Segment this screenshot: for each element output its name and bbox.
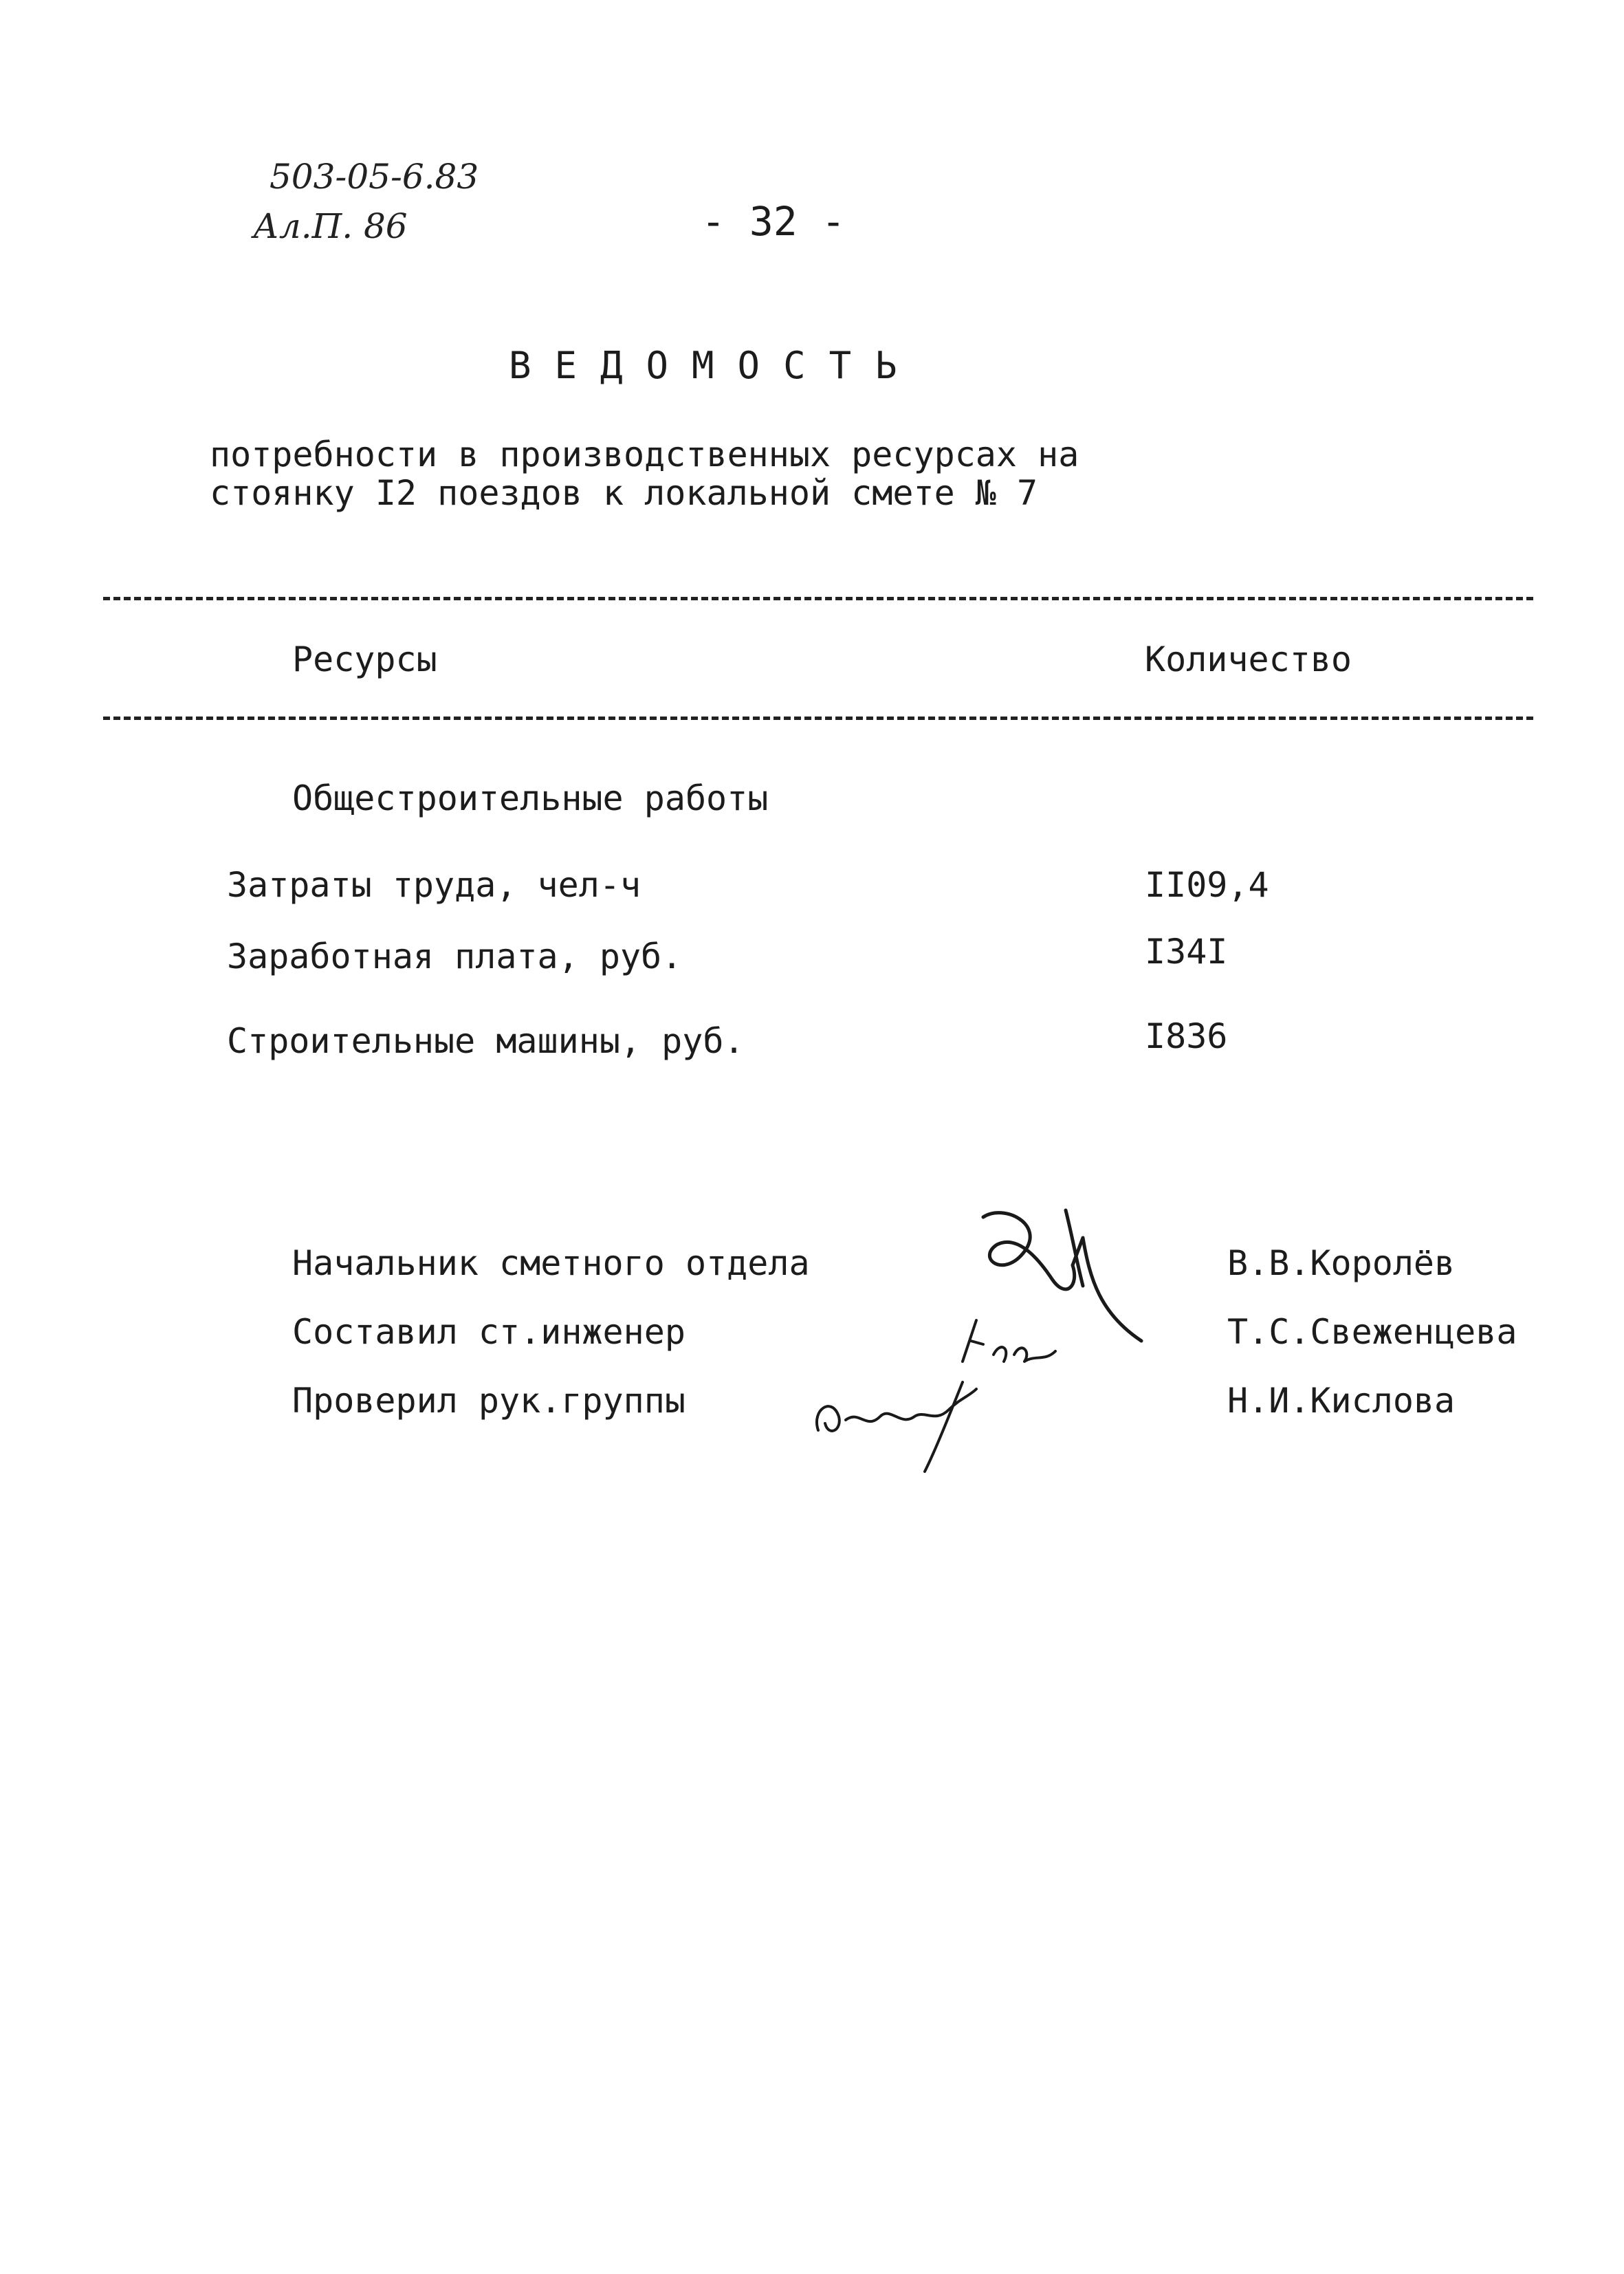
signer-position: Начальник сметного отдела xyxy=(292,1243,810,1283)
resource-cell: Строительные машины, руб. xyxy=(227,1021,745,1061)
doc-code: 503-05-6.83 xyxy=(270,157,479,197)
page-number: - 32 - xyxy=(701,198,846,245)
column-header-quantity: Количество xyxy=(1145,639,1352,679)
quantity-cell: II09,4 xyxy=(1145,865,1269,905)
signer-position: Составил ст.инженер xyxy=(292,1312,685,1352)
signer-position: Проверил рук.группы xyxy=(292,1381,685,1421)
table-header-rule xyxy=(103,717,1533,720)
quantity-cell: I836 xyxy=(1145,1016,1228,1056)
table-top-rule xyxy=(103,597,1533,600)
document-title: ВЕДОМОСТЬ xyxy=(509,344,921,387)
resource-cell: Заработная плата, руб. xyxy=(227,937,683,976)
subtitle-line-1: потребности в производственных ресурсах на xyxy=(210,435,1079,474)
signer-name: Н.И.Кислова xyxy=(1227,1381,1456,1421)
album-ref: Ал.П. 86 xyxy=(253,206,408,246)
signer-name: В.В.Королёв xyxy=(1227,1243,1456,1283)
signer-name: Т.С.Свеженцева xyxy=(1227,1312,1517,1352)
section-title: Общестроительные работы xyxy=(292,778,769,818)
column-header-resources: Ресурсы xyxy=(292,639,437,679)
signature-kislova xyxy=(804,1368,1024,1478)
resource-cell: Затраты труда, чел-ч xyxy=(227,865,641,905)
quantity-cell: I34I xyxy=(1145,932,1228,972)
subtitle-line-2: стоянку I2 поездов к локальной смете № 7 xyxy=(210,473,1038,513)
